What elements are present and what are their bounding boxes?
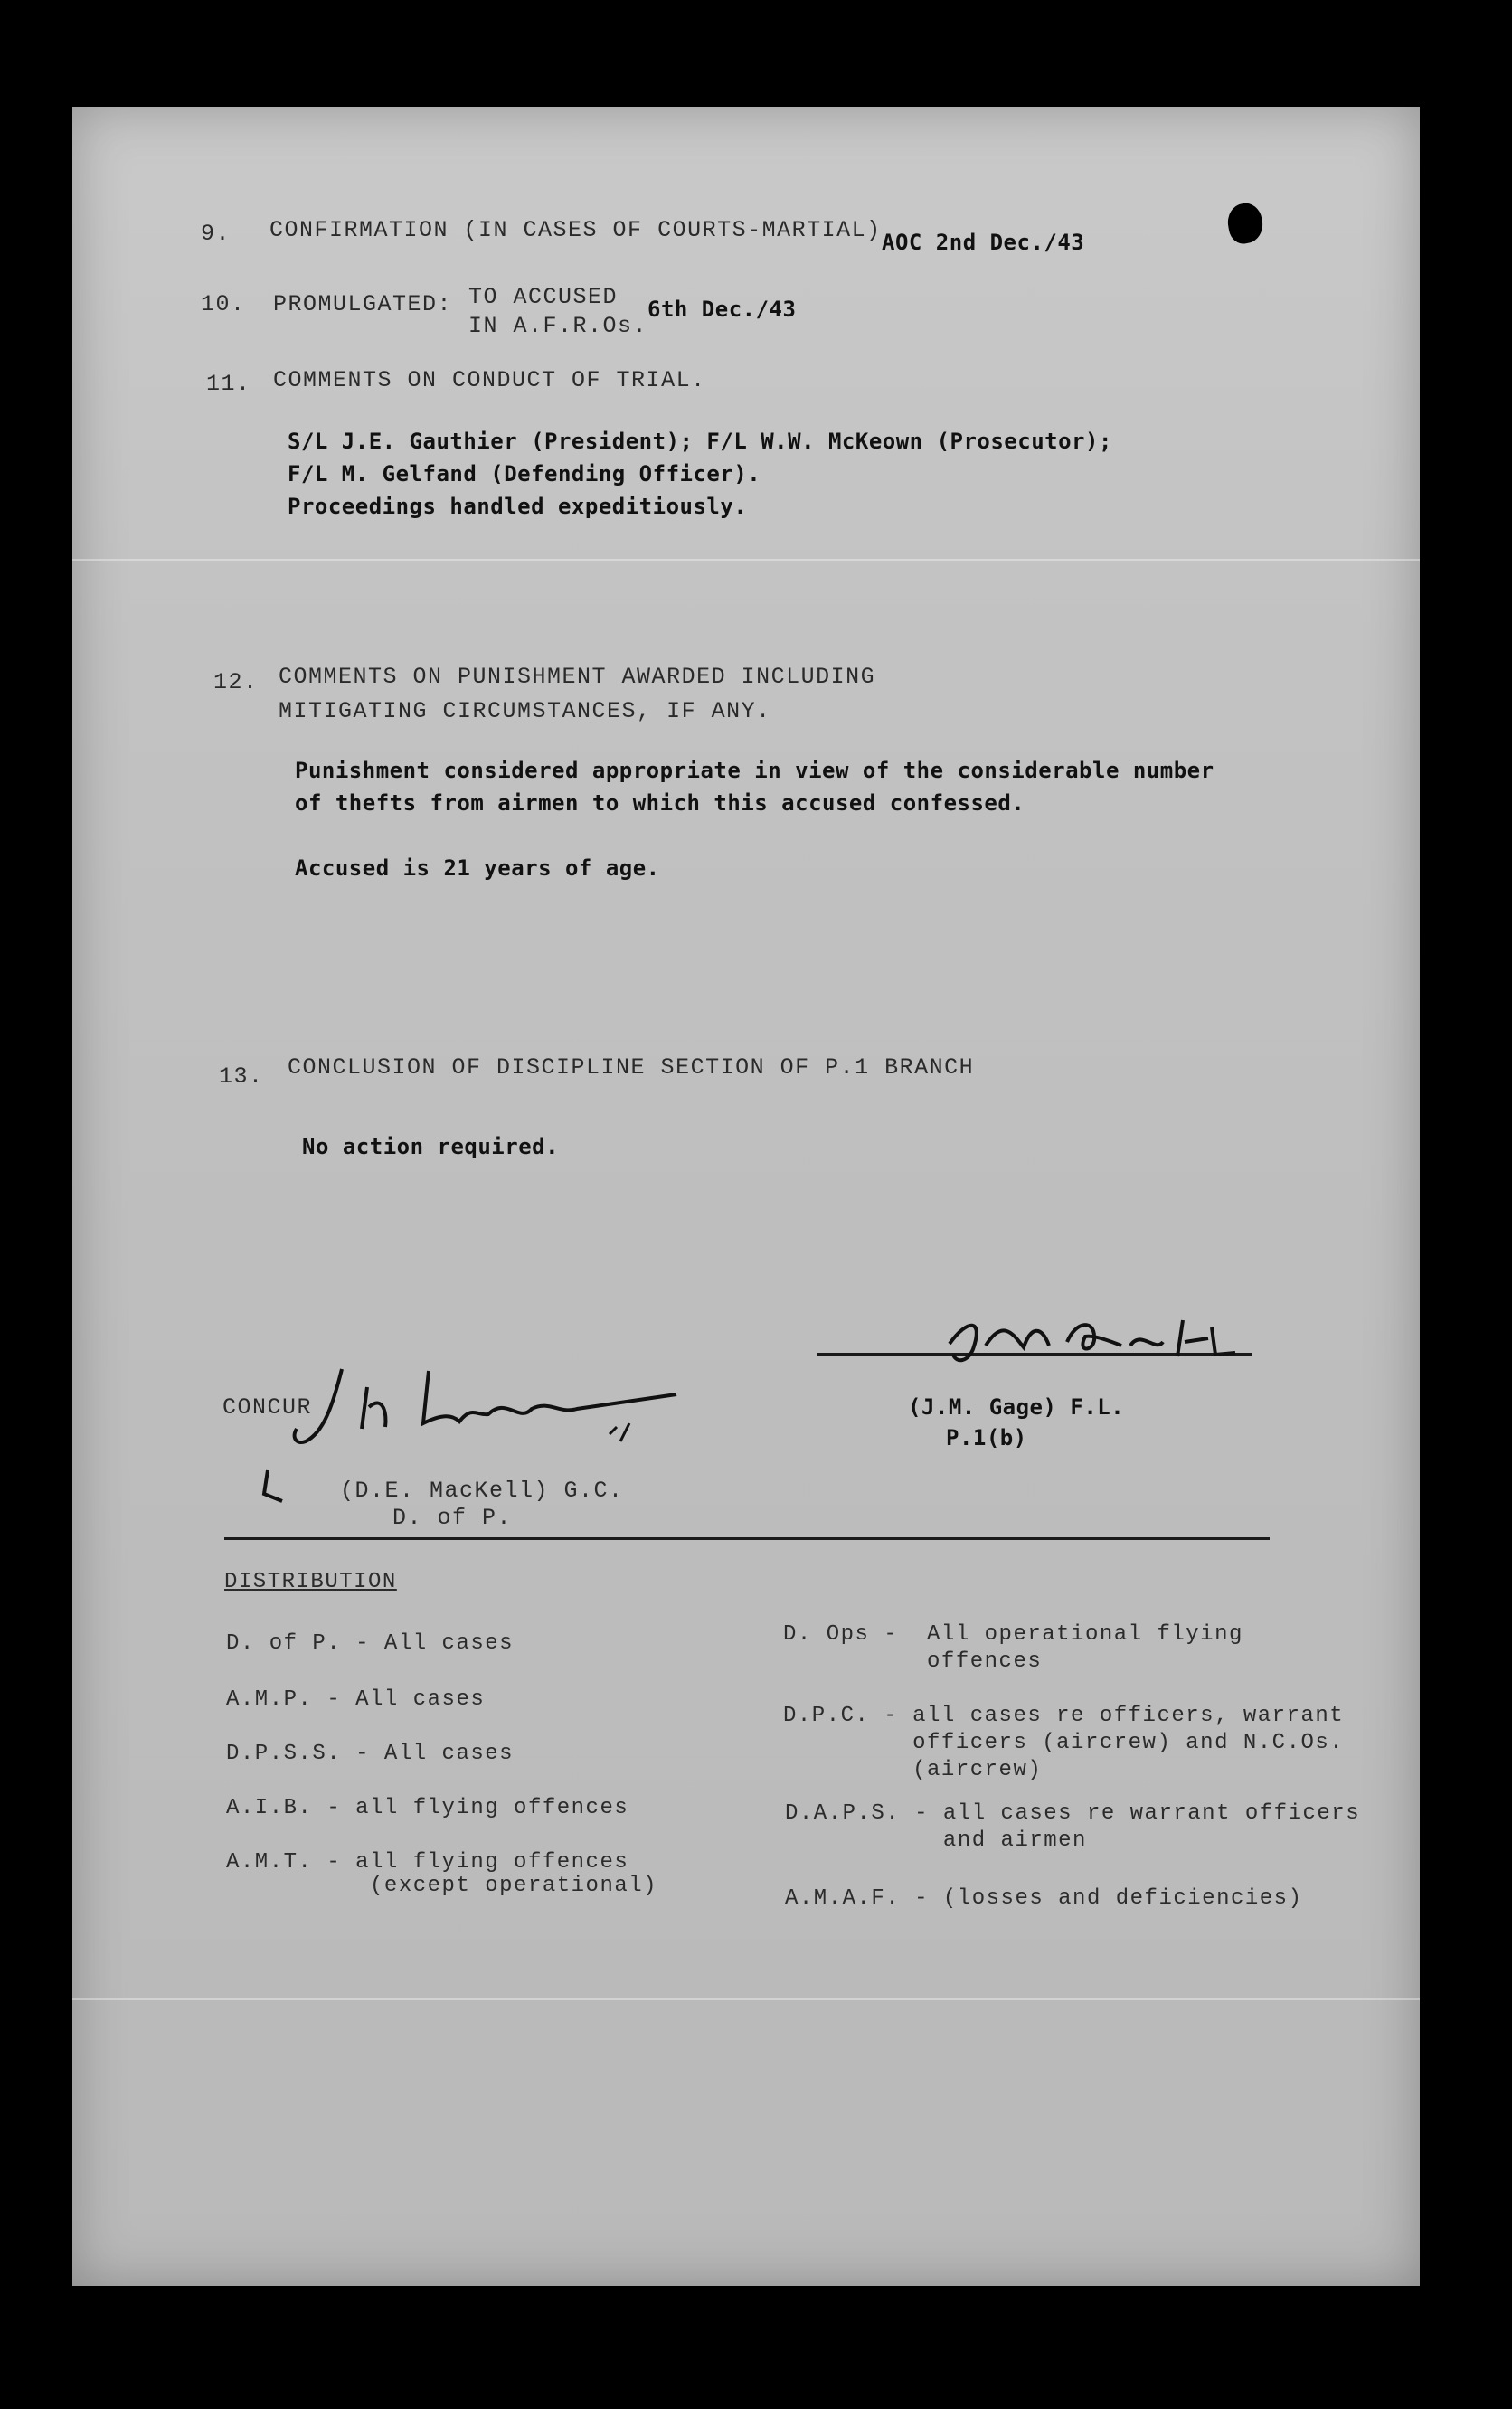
distribution-right-item: A.M.A.F. - (losses and deficiencies) <box>785 1886 1303 1911</box>
signer-name: (J.M. Gage) F.L. <box>908 1394 1125 1420</box>
concur-name: (D.E. MacKell) G.C. <box>340 1478 624 1504</box>
signer-title: P.1(b) <box>946 1425 1027 1450</box>
distribution-left-item: A.M.P. - All cases <box>226 1687 486 1712</box>
distribution-right-item: officers (aircrew) and N.C.Os. <box>783 1731 1345 1755</box>
item-11-line: S/L J.E. Gauthier (President); F/L W.W. McKeown (Prosecutor); <box>288 429 1112 454</box>
distribution-heading: DISTRIBUTION <box>224 1570 397 1594</box>
item-13-number: 13. <box>219 1063 264 1090</box>
distribution-left-item: D. of P. - All cases <box>226 1631 515 1656</box>
item-11-line: Proceedings handled expeditiously. <box>288 494 748 519</box>
distribution-right-item: D.P.C. - all cases re officers, warrant <box>783 1704 1345 1728</box>
item-12-label: MITIGATING CIRCUMSTANCES, IF ANY. <box>279 698 771 724</box>
item-10-line1: TO ACCUSED <box>468 284 619 310</box>
item-10-number: 10. <box>201 291 246 317</box>
distribution-left-item: (except operational) <box>226 1874 658 1898</box>
distribution-right-item: and airmen <box>785 1828 1087 1853</box>
concur-label: CONCUR <box>222 1394 313 1421</box>
distribution-right-item: (aircrew) <box>783 1758 1043 1782</box>
gage-signature <box>940 1309 1266 1373</box>
item-12-line: of thefts from airmen to which this accused confessed. <box>295 790 1025 816</box>
fold-line <box>72 559 1420 561</box>
item-11-number: 11. <box>206 371 251 397</box>
item-13-text: No action required. <box>302 1134 560 1159</box>
item-9-label: CONFIRMATION (IN CASES OF COURTS-MARTIAL) <box>269 217 882 243</box>
item-10-line2: IN A.F.R.Os. <box>468 313 648 339</box>
item-12-line: Punishment considered appropriate in view of the considerable number <box>295 758 1214 783</box>
distribution-right-item: D.A.P.S. - all cases re warrant officers <box>785 1801 1361 1826</box>
distribution-right-item: offences <box>783 1649 1043 1674</box>
item-11-label: COMMENTS ON CONDUCT OF TRIAL. <box>273 367 706 393</box>
item-9-number: 9. <box>201 221 232 247</box>
item-10-label: PROMULGATED: <box>273 291 453 317</box>
distribution-right-item: D. Ops - All operational flying <box>783 1622 1243 1647</box>
item-13-label: CONCLUSION OF DISCIPLINE SECTION OF P.1 BRANCH <box>288 1054 975 1081</box>
item-11-line: F/L M. Gelfand (Defending Officer). <box>288 461 761 487</box>
distribution-left-item: D.P.S.S. - All cases <box>226 1742 515 1766</box>
concur-title: D. of P. <box>392 1505 513 1531</box>
section-rule <box>224 1537 1270 1540</box>
item-9-value: AOC 2nd Dec./43 <box>882 230 1085 255</box>
item-12-label: COMMENTS ON PUNISHMENT AWARDED INCLUDING <box>279 664 876 690</box>
item-10-value: 6th Dec./43 <box>647 297 797 322</box>
item-12-number: 12. <box>213 669 259 695</box>
distribution-left-item: A.I.B. - all flying offences <box>226 1796 629 1820</box>
distribution-left-item: A.M.T. - all flying offences <box>226 1850 629 1875</box>
item-12-age: Accused is 21 years of age. <box>295 855 660 881</box>
fold-line <box>72 1998 1420 2000</box>
